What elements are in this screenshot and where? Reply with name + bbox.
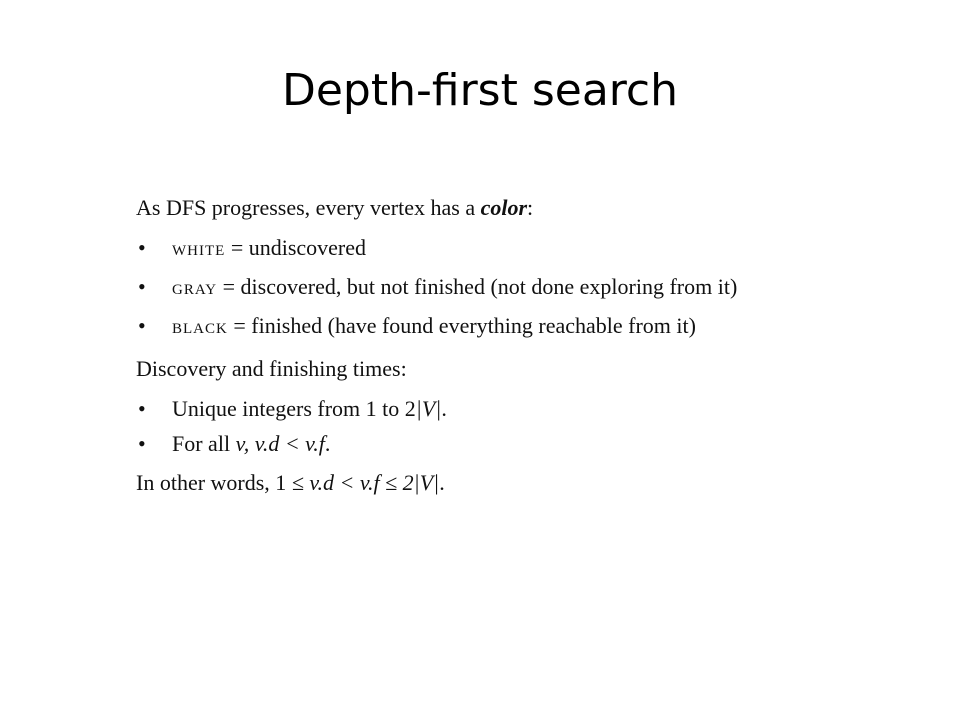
state-name-black: BLACK bbox=[172, 321, 228, 337]
list-item-gray bbox=[136, 269, 856, 308]
conclusion-end: . bbox=[439, 470, 445, 495]
bullet-icon: • bbox=[138, 274, 146, 299]
list-item-unique-integers bbox=[136, 391, 856, 426]
state-desc-white: = undiscovered bbox=[230, 235, 367, 260]
state-name-white: WHITE bbox=[172, 243, 226, 259]
color-intro-text: As DFS progresses, every vertex has a bbox=[136, 195, 481, 220]
times-list bbox=[136, 391, 856, 461]
unique-integers-math: |V| bbox=[415, 396, 442, 421]
color-term: color bbox=[480, 195, 528, 220]
for-all-text: For all bbox=[172, 431, 236, 456]
for-all-math: v, v.d < v.f bbox=[235, 431, 325, 456]
state-desc-black: = finished (have found everything reachable from it) bbox=[233, 313, 696, 338]
for-all-end: . bbox=[324, 431, 331, 456]
color-states-list bbox=[136, 230, 856, 347]
conclusion-text: In other words, 1 bbox=[136, 470, 292, 495]
state-desc-gray: = discovered, but not finished (not done exploring from it) bbox=[222, 274, 738, 299]
bullet-icon: • bbox=[138, 431, 146, 456]
color-intro bbox=[136, 192, 856, 224]
unique-integers-end: . bbox=[441, 396, 447, 421]
list-item-white bbox=[136, 230, 856, 269]
list-item-black bbox=[136, 308, 856, 347]
conclusion-math: ≤ v.d < v.f ≤ 2|V| bbox=[291, 470, 440, 495]
slide-title: Depth-first search bbox=[281, 65, 679, 116]
state-name-gray: GRAY bbox=[172, 282, 218, 298]
conclusion bbox=[136, 467, 856, 499]
slide-body bbox=[136, 192, 856, 499]
list-item-for-all bbox=[136, 426, 856, 461]
times-heading: Discovery and finishing times: bbox=[136, 356, 407, 381]
bullet-icon: • bbox=[138, 396, 146, 421]
bullet-icon: • bbox=[138, 235, 146, 260]
color-intro-suffix: : bbox=[527, 195, 534, 220]
bullet-icon: • bbox=[138, 313, 146, 338]
unique-integers-text: Unique integers from 1 to 2 bbox=[172, 396, 416, 421]
